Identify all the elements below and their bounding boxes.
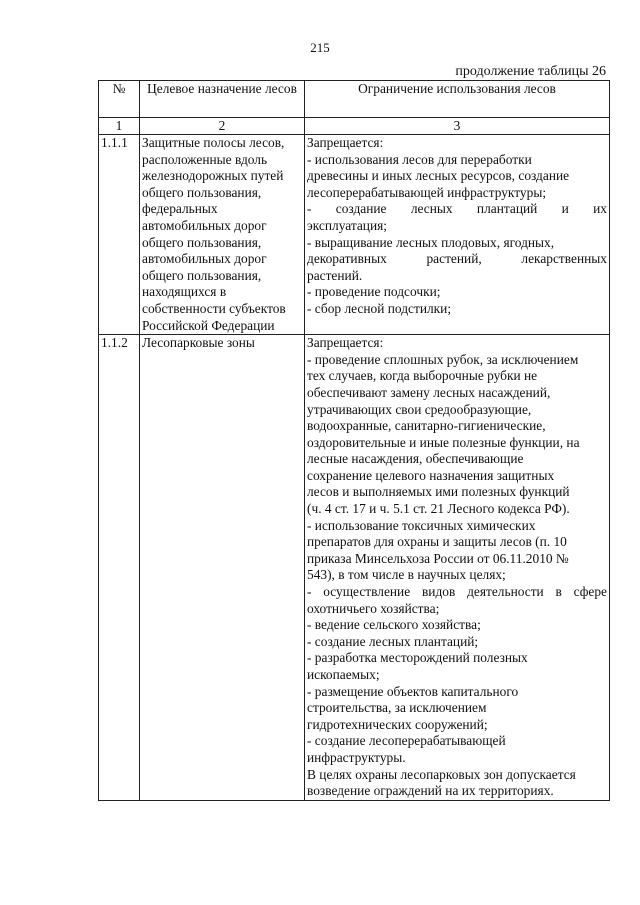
limitation-line: гидротехнических сооружений; bbox=[307, 716, 488, 732]
table-row bbox=[99, 135, 610, 335]
limitation-line: возведение ограждений на их территориях. bbox=[307, 783, 554, 799]
page-number: 215 bbox=[310, 40, 330, 55]
limitation-line: ископаемых; bbox=[307, 667, 380, 682]
limitation-line: декоративных растений, лекарственных bbox=[307, 251, 607, 267]
restrictions-table bbox=[98, 80, 610, 801]
limitation-line: утрачивающих свои средообразующие, bbox=[307, 401, 532, 417]
limitation-cell bbox=[305, 135, 610, 335]
limitation-line: лесоперерабатывающей инфраструктуры; bbox=[307, 184, 547, 200]
limitation-line: 543), в том числе в научных целях; bbox=[307, 567, 506, 583]
purpose-line: автомобильных дорог bbox=[142, 251, 267, 267]
limitation-line: охотничьего хозяйства; bbox=[307, 600, 440, 616]
row-number: 1.1.2 bbox=[99, 335, 140, 801]
limitation-line: тех случаев, когда выборочные рубки не bbox=[307, 368, 538, 384]
column-index-row bbox=[99, 118, 610, 135]
limitation-line: эксплуатация; bbox=[307, 217, 387, 233]
limitation-line: - сбор лесной подстилки; bbox=[307, 300, 452, 316]
purpose-line: общего пользования, bbox=[142, 184, 262, 200]
row-number: 1.1.1 bbox=[99, 135, 140, 335]
purpose-line: Защитные полосы лесов, bbox=[142, 135, 285, 150]
limitation-line: водоохранные, санитарно-гигиенические, bbox=[307, 418, 546, 434]
table-header-row bbox=[99, 81, 610, 118]
limitation-line: В целях охраны лесопарковых зон допускается bbox=[307, 766, 576, 782]
limitation-line: - использование токсичных химических bbox=[307, 517, 536, 533]
purpose-line: автомобильных дорог bbox=[142, 217, 267, 233]
table-row bbox=[99, 335, 610, 801]
purpose-line: общего пользования, bbox=[142, 267, 262, 283]
limitation-line: приказа Минсельхоза России от 06.11.2010 № bbox=[307, 550, 569, 566]
limitation-line: Запрещается: bbox=[307, 135, 384, 150]
purpose-line: железнодорожных путей bbox=[142, 168, 284, 184]
limitation-line: - разработка месторождений полезных bbox=[307, 650, 528, 666]
limitation-cell bbox=[305, 335, 610, 801]
limitation-line: препаратов для охраны и защиты лесов (п. 10 bbox=[307, 534, 567, 550]
limitation-line: - проведение подсочки; bbox=[307, 284, 441, 300]
purpose-line: Российской Федерации bbox=[142, 317, 275, 333]
table-body bbox=[99, 135, 610, 801]
column-index: 1 bbox=[99, 118, 140, 135]
purpose-line: Лесопарковые зоны bbox=[142, 335, 255, 351]
header-limitation: Ограничение использования лесов bbox=[305, 81, 610, 118]
header-number: № bbox=[99, 81, 140, 118]
purpose-line: общего пользования, bbox=[142, 234, 262, 250]
purpose-cell bbox=[140, 335, 305, 801]
limitation-line: - выращивание лесных плодовых, ягодных, bbox=[307, 234, 555, 250]
table-continuation-label: продолжение таблицы 26 bbox=[455, 64, 606, 79]
limitation-line: лесов и выполняемых ими полезных функций bbox=[307, 484, 570, 500]
column-index: 2 bbox=[140, 118, 305, 135]
limitation-line: - проведение сплошных рубок, за исключением bbox=[307, 351, 579, 367]
purpose-cell bbox=[140, 135, 305, 335]
limitation-line: - осуществление видов деятельности в сфере bbox=[307, 584, 607, 600]
limitation-line: сохранение целевого назначения защитных bbox=[307, 467, 555, 483]
limitation-line: Запрещается: bbox=[307, 335, 384, 351]
limitation-line: - создание лесных плантаций; bbox=[307, 633, 479, 649]
limitation-line: строительства, за исключением bbox=[307, 700, 487, 716]
purpose-line: расположенные вдоль bbox=[142, 151, 268, 167]
limitation-line: лесные насаждения, обеспечивающие bbox=[307, 451, 524, 467]
column-index: 3 bbox=[305, 118, 610, 135]
limitation-line: инфраструктуры. bbox=[307, 749, 406, 765]
purpose-line: собственности субъектов bbox=[142, 300, 286, 316]
limitation-line: - ведение сельского хозяйства; bbox=[307, 617, 481, 633]
limitation-line: растений. bbox=[307, 267, 363, 283]
limitation-line: - размещение объектов капитального bbox=[307, 683, 519, 699]
limitation-line: (ч. 4 ст. 17 и ч. 5.1 ст. 21 Лесного кодекса РФ). bbox=[307, 501, 570, 517]
limitation-line: - использования лесов для переработки bbox=[307, 151, 532, 167]
limitation-line: обеспечивают замену лесных насаждений, bbox=[307, 384, 551, 400]
header-purpose: Целевое назначение лесов bbox=[140, 81, 305, 118]
purpose-line: федеральных bbox=[142, 201, 218, 217]
limitation-line: оздоровительные и иные полезные функции, на bbox=[307, 434, 580, 450]
purpose-line: находящихся в bbox=[142, 284, 227, 300]
limitation-line: - создание лесоперерабатывающей bbox=[307, 733, 506, 749]
limitation-line: - создание лесных плантаций и их bbox=[307, 201, 607, 217]
limitation-line: древесины и иных лесных ресурсов, создание bbox=[307, 168, 570, 184]
